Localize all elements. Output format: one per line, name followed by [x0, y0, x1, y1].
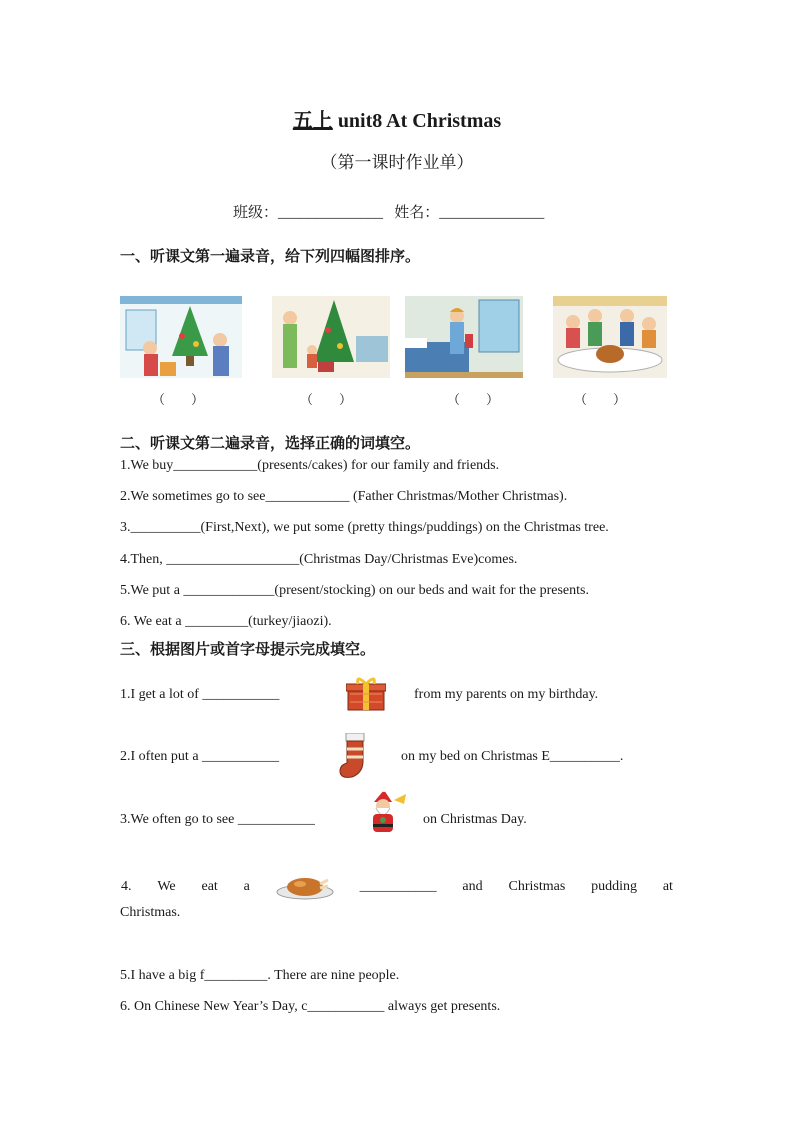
s2-question-2: 2.We sometimes go to see____________ (Father Christmas/Mother Christmas).: [120, 489, 568, 504]
picture-christmas-dinner: [553, 296, 667, 378]
picture-family-tree-2: [272, 296, 390, 378]
stocking-icon: [334, 733, 374, 779]
s2-question-4: 4.Then, ___________________(Christmas Day/Christmas Eve)comes.: [120, 552, 518, 567]
page-title: [0, 104, 794, 133]
turkey-icon: [276, 874, 334, 900]
s3-q4-blank[interactable]: ___________: [359, 879, 437, 894]
section2-heading: 二、听课文第二遍录音，选择正确的词填空。: [120, 434, 421, 452]
section3-heading: 三、根据图片或首字母提示完成填空。: [120, 640, 376, 658]
order-paren-2[interactable]: （ ）: [300, 392, 353, 407]
picture-boy-bedroom: [405, 296, 523, 378]
page-subtitle: （第一课时作业单）: [320, 153, 474, 172]
s3-q4-continued: Christmas.: [120, 905, 181, 920]
s3-q4-word-4: a: [243, 879, 250, 894]
title-en: unit8 At Christmas: [337, 110, 502, 132]
s3-q4-word-3: eat: [201, 879, 218, 894]
s2-question-1: 1.We buy____________(presents/cakes) for our family and friends.: [120, 458, 500, 473]
name-label: 姓名：: [394, 205, 440, 221]
present-icon: [346, 676, 386, 712]
s3-q3-pre: 3.We often go to see ___________: [120, 812, 315, 827]
s3-question-6: 6. On Chinese New Year’s Day, c___________ always get presents.: [120, 999, 501, 1014]
s3-q2-post: on my bed on Christmas E__________.: [401, 749, 624, 764]
s3-q3-post: on Christmas Day.: [423, 812, 527, 827]
order-paren-3[interactable]: （ ）: [447, 392, 500, 407]
picture-family-tree-1: [120, 296, 242, 378]
s3-q4-line: [121, 874, 673, 900]
s2-question-6: 6. We eat a _________(turkey/jiaozi).: [120, 614, 332, 629]
section1-heading: 一、听课文第一遍录音，给下列四幅图排序。: [120, 247, 421, 265]
order-paren-4[interactable]: （ ）: [574, 392, 627, 407]
class-blank[interactable]: ______________: [278, 205, 384, 221]
class-label: 班级：: [233, 205, 279, 221]
s3-q1-pre: 1.I get a lot of ___________: [120, 687, 280, 702]
s3-q4-word-1: 4.: [121, 879, 132, 894]
order-paren-1[interactable]: （ ）: [152, 392, 205, 407]
name-blank[interactable]: ______________: [439, 205, 545, 221]
s3-q4-word-2: We: [157, 879, 176, 894]
title-cn: 五上: [292, 110, 333, 132]
s2-question-5: 5.We put a _____________(present/stocking) on our beds and wait for the presents.: [120, 583, 589, 598]
s3-q4-rest-3: pudding: [591, 879, 637, 894]
s3-q4-rest-1: and: [462, 879, 483, 894]
s3-q4-rest-4: at: [662, 879, 673, 894]
s2-question-3: 3.__________(First,Next), we put some (pretty things/puddings) on the Christmas tree.: [120, 520, 609, 535]
class-name-line: [233, 201, 544, 222]
s3-q1-post: from my parents on my birthday.: [414, 687, 599, 702]
s3-question-5: 5.I have a big f_________. There are nine people.: [120, 968, 400, 983]
s3-q4-rest-2: Christmas: [508, 879, 566, 894]
s3-q2-pre: 2.I often put a ___________: [120, 749, 280, 764]
father-christmas-icon: [364, 790, 410, 834]
